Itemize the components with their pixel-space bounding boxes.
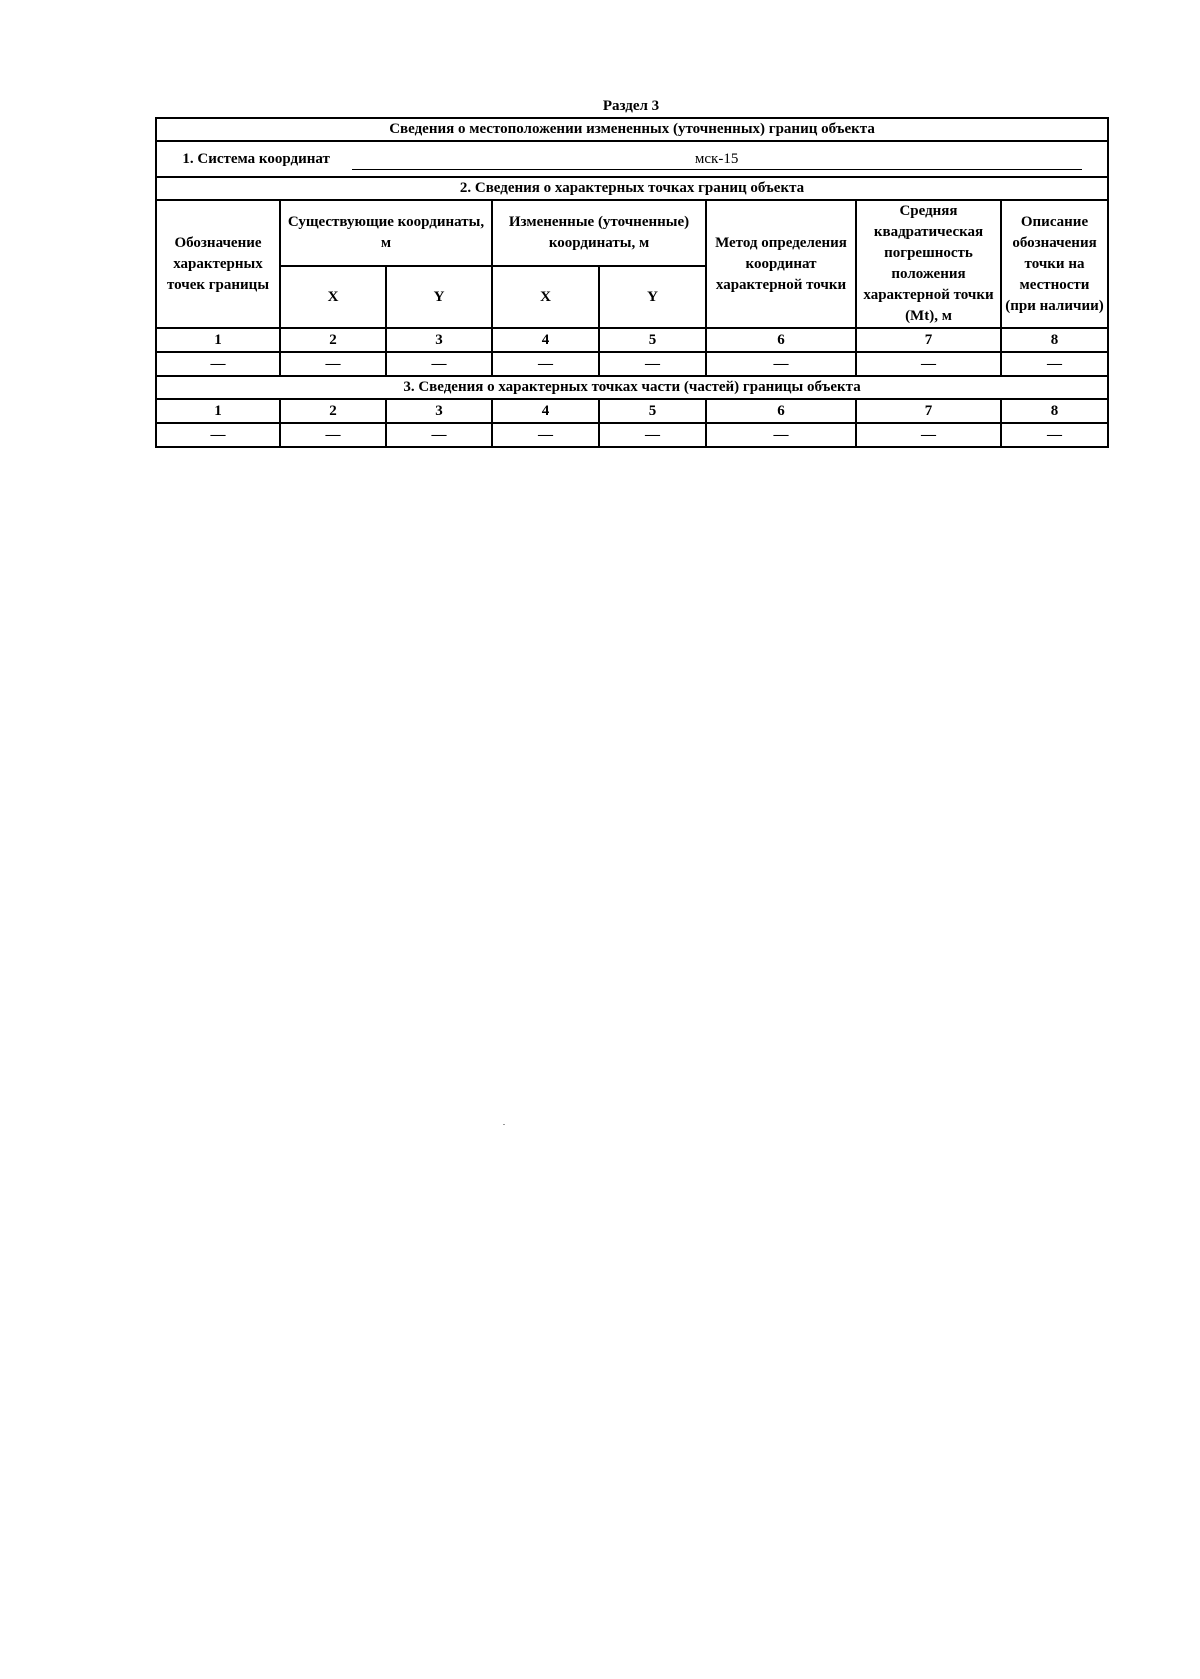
header-mean-square-error: Средняя квадратическая погрешность положения характерной точки (Mt), м	[856, 200, 1001, 328]
empty-cell: —	[156, 423, 280, 447]
header-existing-coords: Существующие координаты, м	[280, 200, 492, 266]
column-number: 4	[492, 328, 599, 352]
column-number: 3	[386, 399, 492, 423]
column-number: 8	[1001, 328, 1108, 352]
header-changed-coords: Измененные (уточненные) координаты, м	[492, 200, 706, 266]
column-number: 6	[706, 399, 856, 423]
empty-cell: —	[492, 352, 599, 376]
scan-speck	[503, 1124, 505, 1125]
empty-cell: —	[492, 423, 599, 447]
header-existing-y: Y	[386, 266, 492, 328]
column-number: 3	[386, 328, 492, 352]
empty-cell: —	[706, 423, 856, 447]
header-changed-x: X	[492, 266, 599, 328]
part2-title: 2. Сведения о характерных точках границ объекта	[156, 177, 1108, 200]
empty-cell: —	[856, 423, 1001, 447]
column-number: 7	[856, 399, 1001, 423]
column-number: 1	[156, 399, 280, 423]
column-number: 5	[599, 399, 706, 423]
empty-cell: —	[1001, 423, 1108, 447]
boundary-table	[155, 117, 1109, 448]
empty-cell: —	[156, 352, 280, 376]
column-number: 6	[706, 328, 856, 352]
column-number: 2	[280, 328, 386, 352]
coord-system-cell	[156, 141, 1108, 177]
table-title: Сведения о местоположении измененных (уточненных) границ объекта	[156, 118, 1108, 141]
column-number: 1	[156, 328, 280, 352]
empty-cell: —	[706, 352, 856, 376]
column-number: 4	[492, 399, 599, 423]
header-description: Описание обозначения точки на местности (при наличии)	[1001, 200, 1108, 328]
column-number: 7	[856, 328, 1001, 352]
column-number: 2	[280, 399, 386, 423]
empty-cell: —	[280, 352, 386, 376]
coord-system-value: мск-15	[352, 150, 1082, 170]
header-existing-x: X	[280, 266, 386, 328]
header-changed-y: Y	[599, 266, 706, 328]
section-title: Раздел 3	[602, 98, 660, 114]
coord-system-label: 1. Система координат	[182, 150, 330, 167]
empty-cell: —	[599, 423, 706, 447]
empty-cell: —	[599, 352, 706, 376]
empty-cell: —	[386, 352, 492, 376]
empty-cell: —	[386, 423, 492, 447]
part3-title: 3. Сведения о характерных точках части (частей) границы объекта	[156, 376, 1108, 399]
empty-cell: —	[280, 423, 386, 447]
column-number: 5	[599, 328, 706, 352]
empty-cell: —	[856, 352, 1001, 376]
column-number: 8	[1001, 399, 1108, 423]
header-point-designation: Обозначение характерных точек границы	[156, 200, 280, 328]
header-method: Метод определения координат характерной точки	[706, 200, 856, 328]
empty-cell: —	[1001, 352, 1108, 376]
